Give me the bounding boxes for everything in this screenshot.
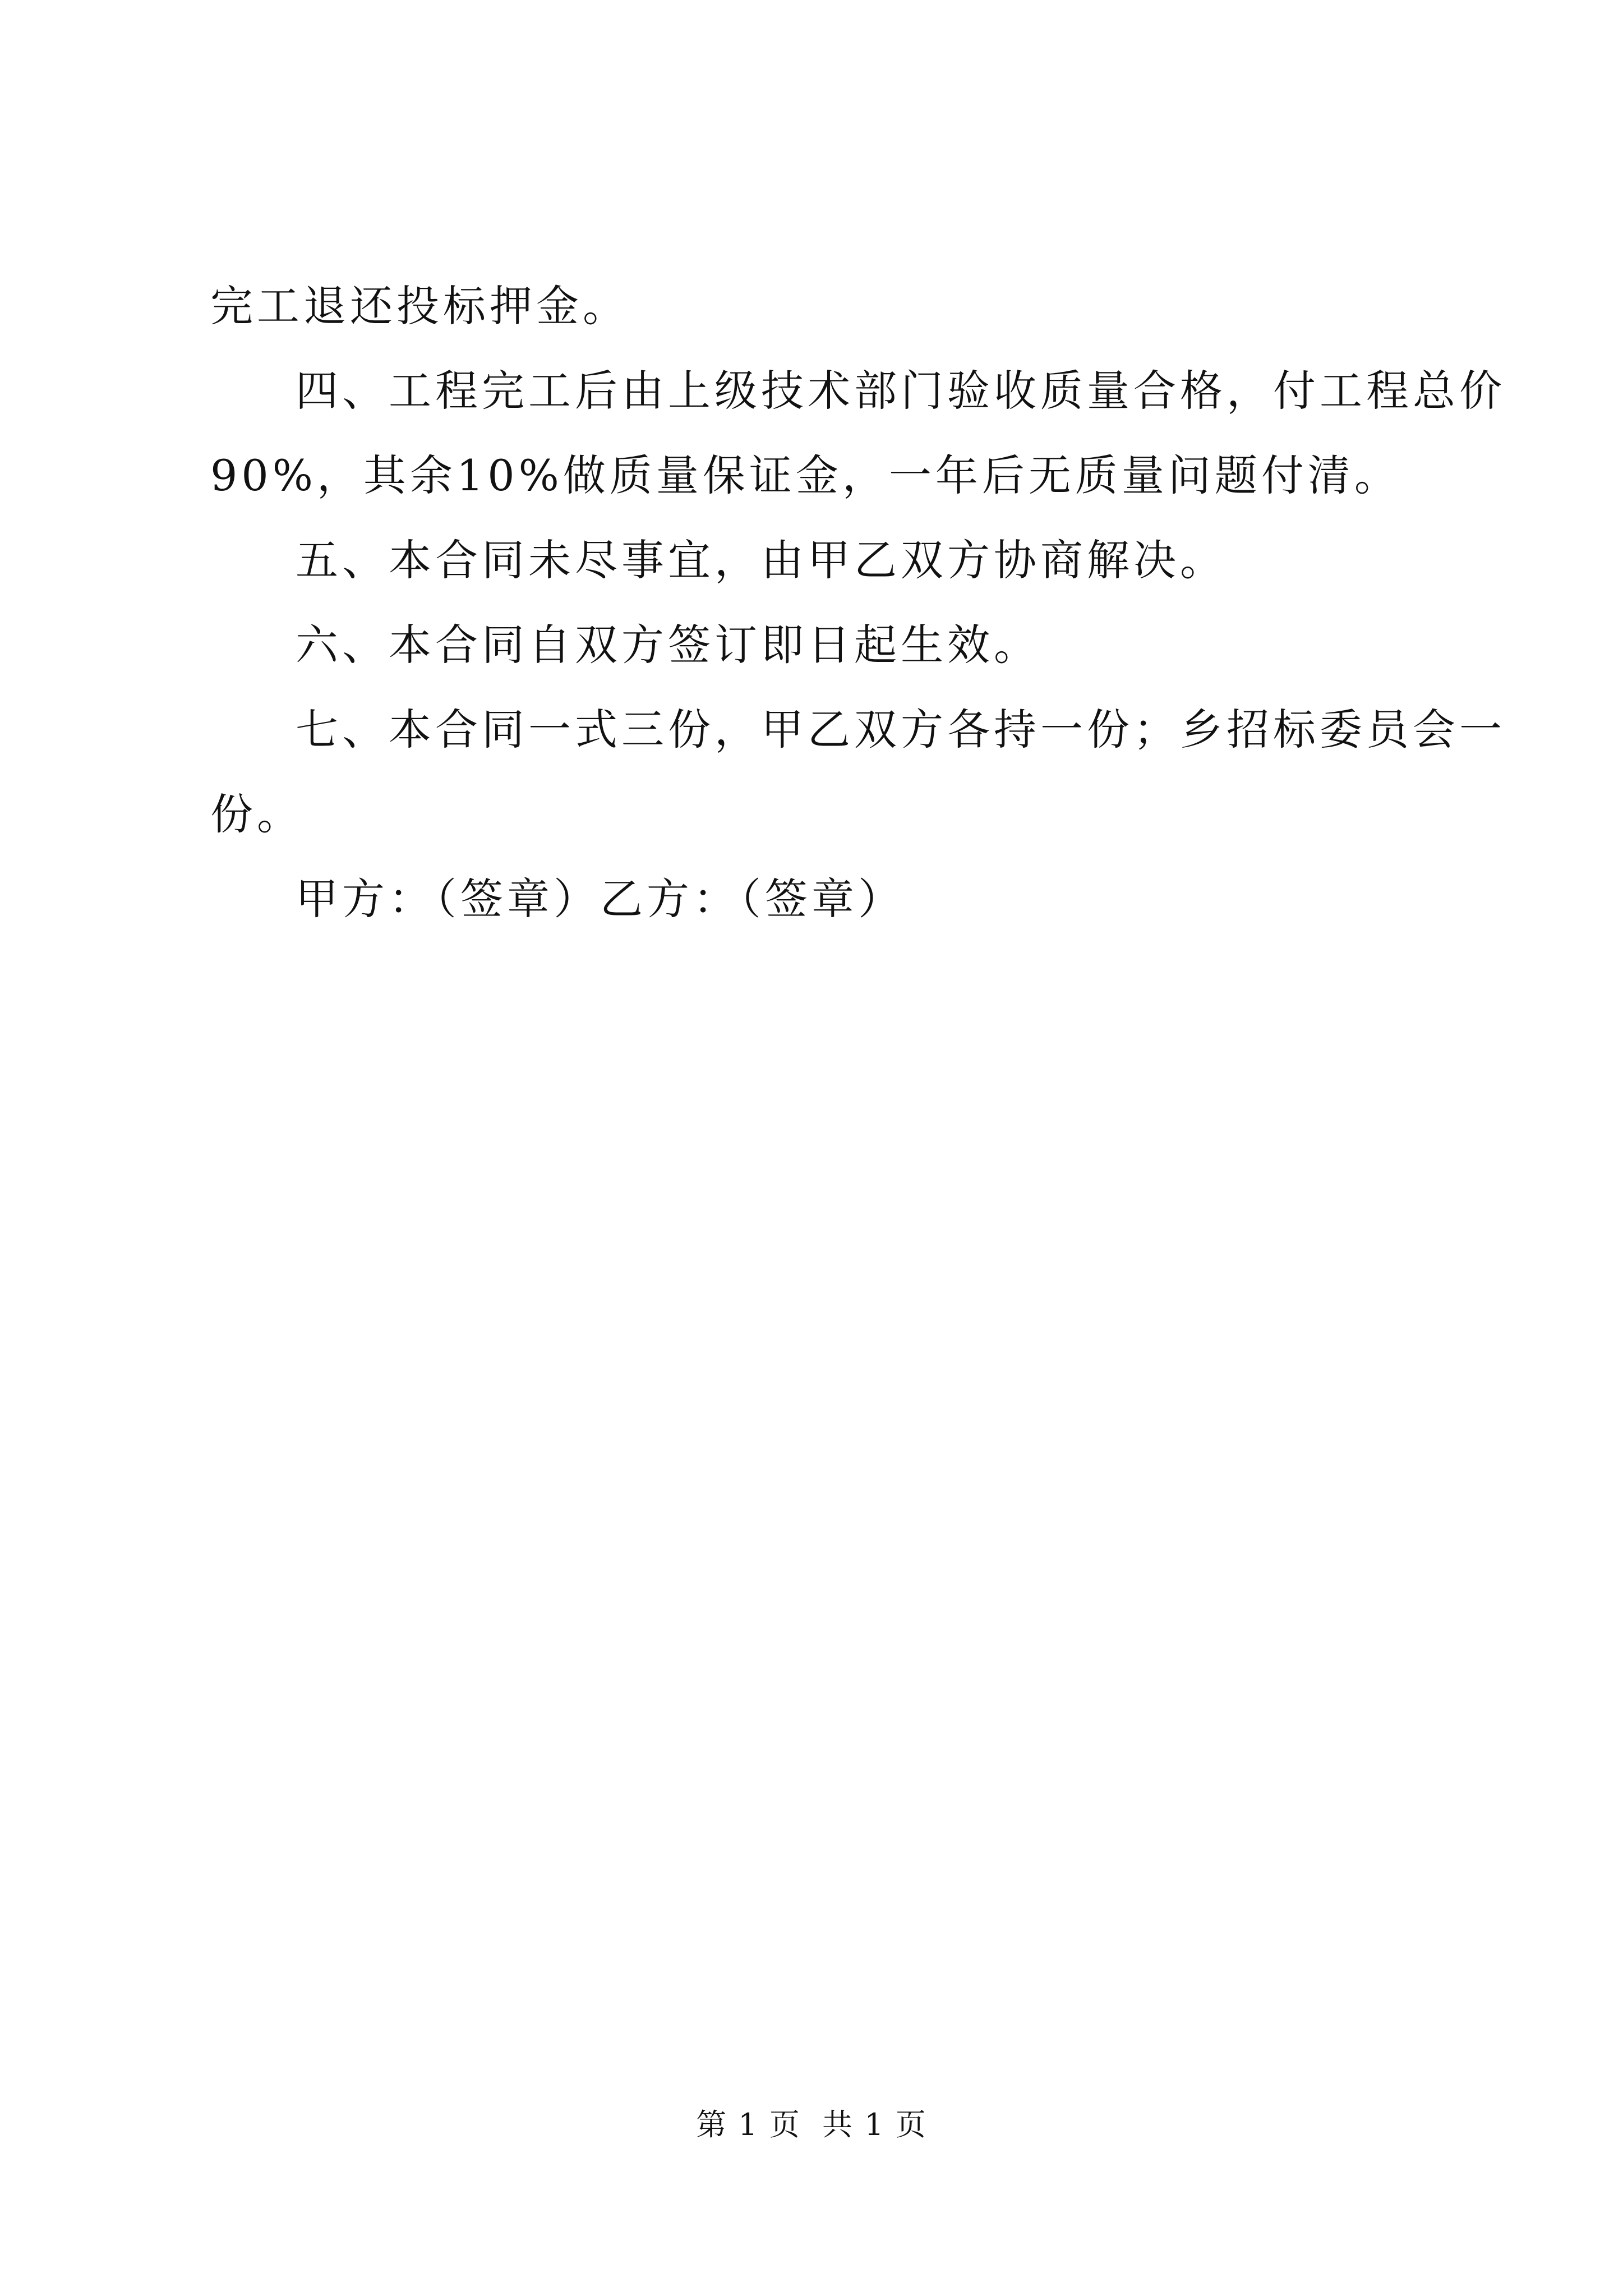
paragraph-line-continuation: 完工退还投标押金。 [210,281,629,331]
document-body [210,264,1506,941]
clause-six: 六、本合同自双方签订即日起生效。 [296,620,1040,670]
page-number-footer: 第 1 页 共 1 页 [696,2107,927,2142]
clause-seven-line-2: 份。 [210,789,303,839]
clause-four-line-1: 四、工程完工后由上级技术部门验收质量合格，付工程总价 [296,366,1506,416]
clause-five: 五、本合同未尽事宜，由甲乙双方协商解决。 [296,535,1227,585]
clause-seven-line-1: 七、本合同一式三份，甲乙双方各持一份；乡招标委员会一 [296,705,1506,754]
signature-line: 甲方：（签章）乙方：（签章） [296,874,905,924]
clause-four-line-2: 90%，其余10%做质量保证金，一年后无质量问题付清。 [210,450,1401,500]
